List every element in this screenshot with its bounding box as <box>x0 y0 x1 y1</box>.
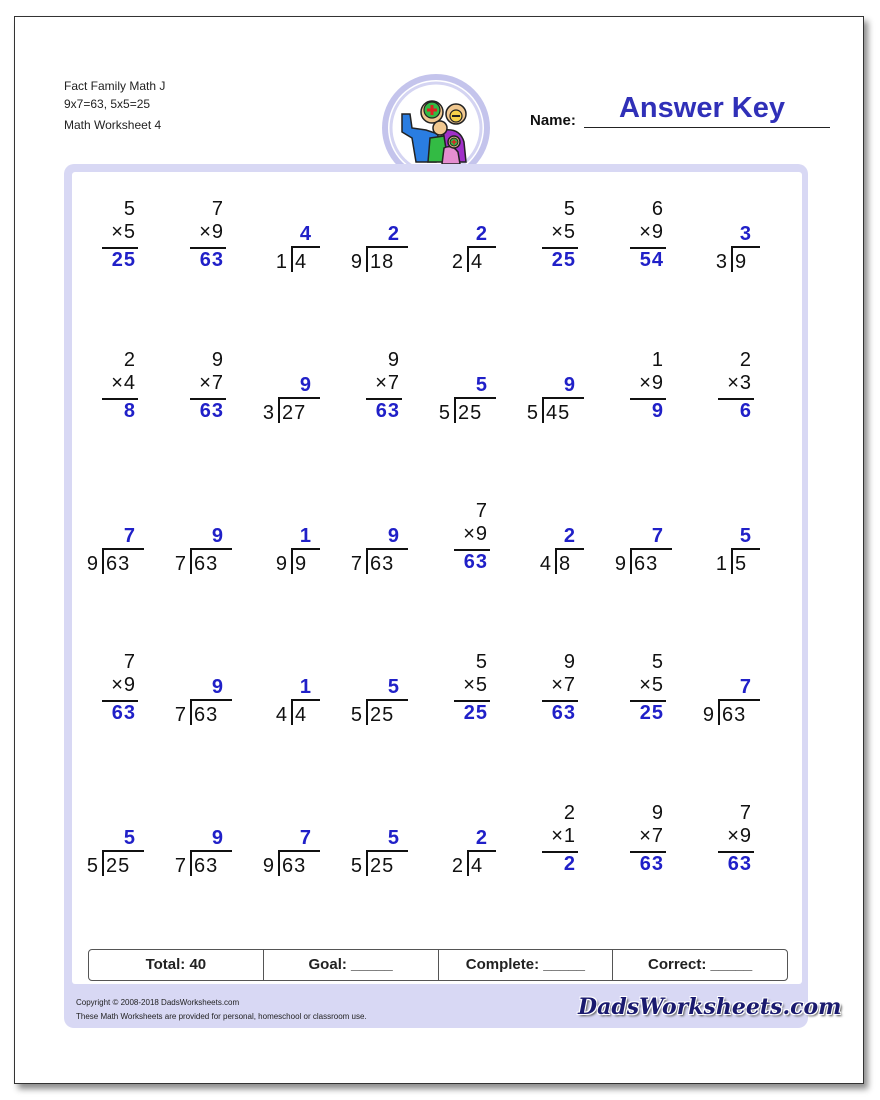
problem-r2-c3-bracket-side <box>278 397 280 423</box>
problem-r4-c4-answer: 5 <box>387 676 400 698</box>
problem-r1-c2-answer: 63 <box>199 249 224 271</box>
problem-r4-c8-bracket-side <box>718 699 720 725</box>
problem-r4-c4-bracket-top <box>366 699 408 701</box>
problem-r5-c5-dividend: 4 <box>471 855 484 877</box>
problem-r5-c4-bracket-top <box>366 850 408 852</box>
problem-r3-c5-factor-a: 7 <box>475 500 488 522</box>
problem-r5-c4-bracket-side <box>366 850 368 876</box>
problem-r3-c7-answer: 7 <box>651 525 664 547</box>
problem-r3-c6-bracket-side <box>555 548 557 574</box>
problem-r4-c7-answer: 25 <box>639 702 664 724</box>
problem-r5-c4-divisor: 5 <box>350 855 363 877</box>
problem-r3-c1-dividend: 63 <box>106 553 131 575</box>
problem-r1-c3-bracket-top <box>291 246 320 248</box>
problem-r4-c2-dividend: 63 <box>194 704 219 726</box>
problem-r2-c5-bracket-top <box>454 397 496 399</box>
problem-r1-c3-divisor: 1 <box>275 251 288 273</box>
problem-r4-c1-answer: 63 <box>111 702 136 724</box>
problem-r2-c6-answer: 9 <box>563 374 576 396</box>
problem-r3-c3-divisor: 9 <box>275 553 288 575</box>
problem-r1-c7-factor-a: 6 <box>651 198 664 220</box>
problem-r1-c8-dividend: 9 <box>735 251 748 273</box>
problem-r3-c7-bracket-top <box>630 548 672 550</box>
problem-r4-c6-factor-a: 9 <box>563 651 576 673</box>
problem-r3-c5-answer: 63 <box>463 551 488 573</box>
problem-r3-c2-bracket-side <box>190 548 192 574</box>
problem-r4-c5-factor-a: 5 <box>475 651 488 673</box>
usage-notice: These Math Worksheets are provided for personal, homeschool or classroom use. <box>76 1012 367 1021</box>
problem-r2-c3-bracket-top <box>278 397 320 399</box>
problem-r4-c3-dividend: 4 <box>295 704 308 726</box>
problem-r3-c3-bracket-top <box>291 548 320 550</box>
name-label: Name: <box>530 112 576 129</box>
problem-r2-c3-divisor: 3 <box>262 402 275 424</box>
problem-r4-c2-answer: 9 <box>211 676 224 698</box>
problem-r1-c8-bracket-top <box>731 246 760 248</box>
problem-r2-c2-factor-b: ×7 <box>199 372 224 394</box>
problem-r5-c3-bracket-top <box>278 850 320 852</box>
problem-r2-c1-answer: 8 <box>123 400 136 422</box>
problem-r5-c5-bracket-top <box>467 850 496 852</box>
problem-r5-c8-answer: 63 <box>727 853 752 875</box>
problem-r3-c3-answer: 1 <box>299 525 312 547</box>
problem-r3-c8-dividend: 5 <box>735 553 748 575</box>
problem-r5-c4-answer: 5 <box>387 827 400 849</box>
problem-r2-c7-factor-a: 1 <box>651 349 664 371</box>
problem-r1-c8-answer: 3 <box>739 223 752 245</box>
problem-r2-c5-dividend: 25 <box>458 402 483 424</box>
total-cell: Total: 40 <box>89 950 264 980</box>
problem-r4-c2-bracket-side <box>190 699 192 725</box>
problem-r1-c1-factor-a: 5 <box>123 198 136 220</box>
problem-r2-c7-factor-b: ×9 <box>639 372 664 394</box>
problem-r1-c4-divisor: 9 <box>350 251 363 273</box>
score-table <box>88 949 788 981</box>
problem-r4-c5-factor-b: ×5 <box>463 674 488 696</box>
problem-r2-c8-factor-a: 2 <box>739 349 752 371</box>
problem-r3-c8-divisor: 1 <box>715 553 728 575</box>
problem-r3-c6-answer: 2 <box>563 525 576 547</box>
goal-cell[interactable]: Goal: _____ <box>264 950 439 980</box>
problem-r5-c2-answer: 9 <box>211 827 224 849</box>
problem-r2-c5-divisor: 5 <box>438 402 451 424</box>
problem-r4-c8-divisor: 9 <box>702 704 715 726</box>
problem-r3-c6-dividend: 8 <box>559 553 572 575</box>
problem-r1-c4-bracket-top <box>366 246 408 248</box>
problem-r3-c2-bracket-top <box>190 548 232 550</box>
problem-r3-c6-bracket-top <box>555 548 584 550</box>
problem-r5-c1-dividend: 25 <box>106 855 131 877</box>
problem-r4-c3-divisor: 4 <box>275 704 288 726</box>
problem-r4-c6-factor-b: ×7 <box>551 674 576 696</box>
problem-r5-c6-factor-b: ×1 <box>551 825 576 847</box>
problem-r5-c2-bracket-side <box>190 850 192 876</box>
problem-r2-c4-factor-b: ×7 <box>375 372 400 394</box>
problem-r3-c4-answer: 9 <box>387 525 400 547</box>
problem-r5-c8-factor-b: ×9 <box>727 825 752 847</box>
problem-r1-c5-bracket-side <box>467 246 469 272</box>
problem-r2-c6-dividend: 45 <box>546 402 571 424</box>
problem-r4-c8-bracket-top <box>718 699 760 701</box>
problem-r2-c6-divisor: 5 <box>526 402 539 424</box>
problem-r3-c6-divisor: 4 <box>539 553 552 575</box>
problem-r5-c2-bracket-top <box>190 850 232 852</box>
problem-r4-c2-divisor: 7 <box>174 704 187 726</box>
problem-r3-c7-dividend: 63 <box>634 553 659 575</box>
problem-r5-c1-divisor: 5 <box>86 855 99 877</box>
problem-r2-c7-answer: 9 <box>651 400 664 422</box>
problem-r2-c8-factor-b: ×3 <box>727 372 752 394</box>
complete-cell[interactable]: Complete: _____ <box>439 950 614 980</box>
problem-r2-c1-factor-a: 2 <box>123 349 136 371</box>
problem-r3-c2-divisor: 7 <box>174 553 187 575</box>
problem-r1-c5-dividend: 4 <box>471 251 484 273</box>
problem-r5-c3-bracket-side <box>278 850 280 876</box>
problem-r1-c3-answer: 4 <box>299 223 312 245</box>
problem-r1-c1-factor-b: ×5 <box>111 221 136 243</box>
answer-key-label: Answer Key <box>618 92 785 124</box>
problem-r5-c7-factor-a: 9 <box>651 802 664 824</box>
problem-r1-c4-dividend: 18 <box>370 251 395 273</box>
problem-r5-c5-divisor: 2 <box>451 855 464 877</box>
problem-r5-c2-divisor: 7 <box>174 855 187 877</box>
problem-r1-c8-bracket-side <box>731 246 733 272</box>
problem-r3-c3-dividend: 9 <box>295 553 308 575</box>
problem-r5-c1-answer: 5 <box>123 827 136 849</box>
problem-r5-c1-bracket-side <box>102 850 104 876</box>
problem-r2-c4-factor-a: 9 <box>387 349 400 371</box>
problem-r3-c1-answer: 7 <box>123 525 136 547</box>
problem-r3-c4-bracket-side <box>366 548 368 574</box>
problem-r3-c8-bracket-side <box>731 548 733 574</box>
problem-r1-c6-answer: 25 <box>551 249 576 271</box>
worksheet-facts: 9x7=63, 5x5=25 <box>64 97 151 111</box>
problem-r3-c3-bracket-side <box>291 548 293 574</box>
problem-r3-c1-divisor: 9 <box>86 553 99 575</box>
problem-r1-c5-divisor: 2 <box>451 251 464 273</box>
problem-r2-c4-answer: 63 <box>375 400 400 422</box>
problem-r5-c8-factor-a: 7 <box>739 802 752 824</box>
problem-r1-c5-answer: 2 <box>475 223 488 245</box>
problem-r5-c3-divisor: 9 <box>262 855 275 877</box>
problem-r2-c5-answer: 5 <box>475 374 488 396</box>
problem-r5-c2-dividend: 63 <box>194 855 219 877</box>
brand-logo: DadsWorksheets.com <box>578 994 842 1020</box>
problem-r4-c8-dividend: 63 <box>722 704 747 726</box>
correct-cell[interactable]: Correct: _____ <box>648 956 753 973</box>
worksheet-title: Fact Family Math J <box>64 79 166 93</box>
problem-r5-c6-answer: 2 <box>563 853 576 875</box>
problem-r4-c1-factor-b: ×9 <box>111 674 136 696</box>
problem-r1-c4-answer: 2 <box>387 223 400 245</box>
problem-r1-c5-bracket-top <box>467 246 496 248</box>
problem-r2-c2-factor-a: 9 <box>211 349 224 371</box>
problem-r3-c4-dividend: 63 <box>370 553 395 575</box>
problem-r5-c3-answer: 7 <box>299 827 312 849</box>
problem-r4-c5-answer: 25 <box>463 702 488 724</box>
problem-r2-c6-bracket-top <box>542 397 584 399</box>
problem-r1-c6-factor-b: ×5 <box>551 221 576 243</box>
problem-r4-c3-bracket-side <box>291 699 293 725</box>
problem-r3-c8-bracket-top <box>731 548 760 550</box>
problem-r2-c8-answer: 6 <box>739 400 752 422</box>
problem-r4-c7-factor-b: ×5 <box>639 674 664 696</box>
problem-r2-c5-bracket-side <box>454 397 456 423</box>
problem-r4-c4-divisor: 5 <box>350 704 363 726</box>
problem-r3-c8-answer: 5 <box>739 525 752 547</box>
copyright-text: Copyright © 2008-2018 DadsWorksheets.com <box>76 998 240 1007</box>
problem-r1-c6-factor-a: 5 <box>563 198 576 220</box>
problem-r1-c2-factor-a: 7 <box>211 198 224 220</box>
problem-r4-c4-bracket-side <box>366 699 368 725</box>
problem-r1-c3-dividend: 4 <box>295 251 308 273</box>
problem-r1-c3-bracket-side <box>291 246 293 272</box>
problem-r3-c7-bracket-side <box>630 548 632 574</box>
problem-r1-c1-answer: 25 <box>111 249 136 271</box>
problem-r3-c2-answer: 9 <box>211 525 224 547</box>
problem-r3-c2-dividend: 63 <box>194 553 219 575</box>
problem-r4-c6-answer: 63 <box>551 702 576 724</box>
problem-r4-c1-factor-a: 7 <box>123 651 136 673</box>
problem-r4-c2-bracket-top <box>190 699 232 701</box>
worksheet-subtitle: Math Worksheet 4 <box>64 118 162 132</box>
problem-r5-c4-dividend: 25 <box>370 855 395 877</box>
problem-r2-c6-bracket-side <box>542 397 544 423</box>
problem-r5-c7-factor-b: ×7 <box>639 825 664 847</box>
problem-r4-c8-answer: 7 <box>739 676 752 698</box>
problem-r5-c7-answer: 63 <box>639 853 664 875</box>
problem-r3-c4-divisor: 7 <box>350 553 363 575</box>
problem-r5-c1-bracket-top <box>102 850 144 852</box>
problem-r3-c5-factor-b: ×9 <box>463 523 488 545</box>
problem-r3-c1-bracket-top <box>102 548 144 550</box>
problem-r2-c1-factor-b: ×4 <box>111 372 136 394</box>
problem-r1-c8-divisor: 3 <box>715 251 728 273</box>
problem-r1-c4-bracket-side <box>366 246 368 272</box>
problem-r5-c5-answer: 2 <box>475 827 488 849</box>
problem-r2-c3-dividend: 27 <box>282 402 307 424</box>
problem-r5-c3-dividend: 63 <box>282 855 307 877</box>
problem-r2-c2-answer: 63 <box>199 400 224 422</box>
problem-r4-c7-factor-a: 5 <box>651 651 664 673</box>
problem-r4-c3-bracket-top <box>291 699 320 701</box>
problem-r3-c1-bracket-side <box>102 548 104 574</box>
problem-r4-c4-dividend: 25 <box>370 704 395 726</box>
problem-r2-c3-answer: 9 <box>299 374 312 396</box>
problem-r5-c6-factor-a: 2 <box>563 802 576 824</box>
problem-r3-c7-divisor: 9 <box>614 553 627 575</box>
problem-r4-c3-answer: 1 <box>299 676 312 698</box>
problem-r1-c7-answer: 54 <box>639 249 664 271</box>
problem-r1-c2-factor-b: ×9 <box>199 221 224 243</box>
problem-r3-c4-bracket-top <box>366 548 408 550</box>
problem-r1-c7-factor-b: ×9 <box>639 221 664 243</box>
problem-r5-c5-bracket-side <box>467 850 469 876</box>
